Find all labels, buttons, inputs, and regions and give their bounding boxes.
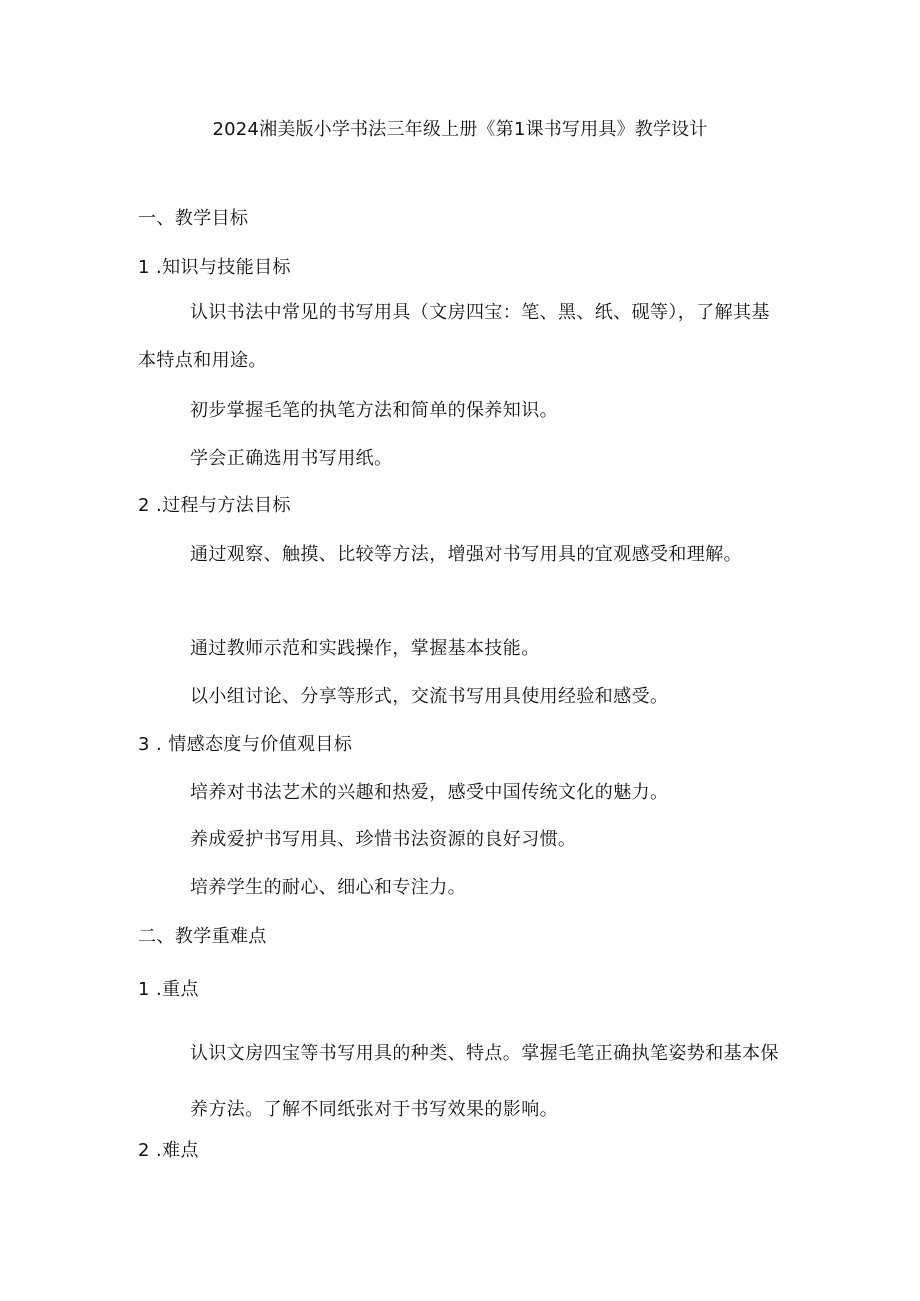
section-heading-key-difficult-points: 二、教学重难点 <box>138 926 267 947</box>
paragraph-emotion-3: 培养学生的耐心、细心和专注力。 <box>190 877 466 898</box>
paragraph-emotion-2: 养成爱护书写用具、珍惜书法资源的良好习惯。 <box>190 829 577 850</box>
paragraph-knowledge-2: 初步掌握毛笔的执笔方法和简单的保养知识。 <box>190 400 558 421</box>
paragraph-process-2: 通过教师示范和实践操作，掌握基本技能。 <box>190 638 540 659</box>
subheading-key-points: 1 .重点 <box>138 979 199 1000</box>
subheading-process-methods: 2 .过程与方法目标 <box>138 495 291 516</box>
subheading-knowledge-skills: 1 .知识与技能目标 <box>138 257 291 278</box>
section-heading-teaching-objectives: 一、教学目标 <box>138 208 249 229</box>
paragraph-emotion-1: 培养对书法艺术的兴趣和热爱，感受中国传统文化的魅力。 <box>190 782 669 803</box>
paragraph-key-points: 认识文房四宝等书写用具的种类、特点。掌握毛笔正确执笔姿势和基本保养方法。了解不同纸张对于书写效果的影响。 <box>190 1043 779 1120</box>
paragraph-knowledge-1: 认识书法中常见的书写用具（文房四宝：笔、黑、纸、砚等），了解其基本特点和用途。 <box>138 302 770 371</box>
subheading-difficult-points: 2 .难点 <box>138 1140 199 1161</box>
subheading-emotion-values: 3 . 情感态度与价值观目标 <box>138 734 353 755</box>
document-title: 2024湘美版小学书法三年级上册《第1课书写用具》教学设计 <box>212 119 708 140</box>
paragraph-process-1: 通过观察、触摸、比较等方法，增强对书写用具的宜观感受和理解。 <box>190 544 742 565</box>
paragraph-process-3: 以小组讨论、分享等形式，交流书写用具使用经验和感受。 <box>190 686 669 707</box>
paragraph-knowledge-3: 学会正确选用书写用纸。 <box>190 448 393 469</box>
